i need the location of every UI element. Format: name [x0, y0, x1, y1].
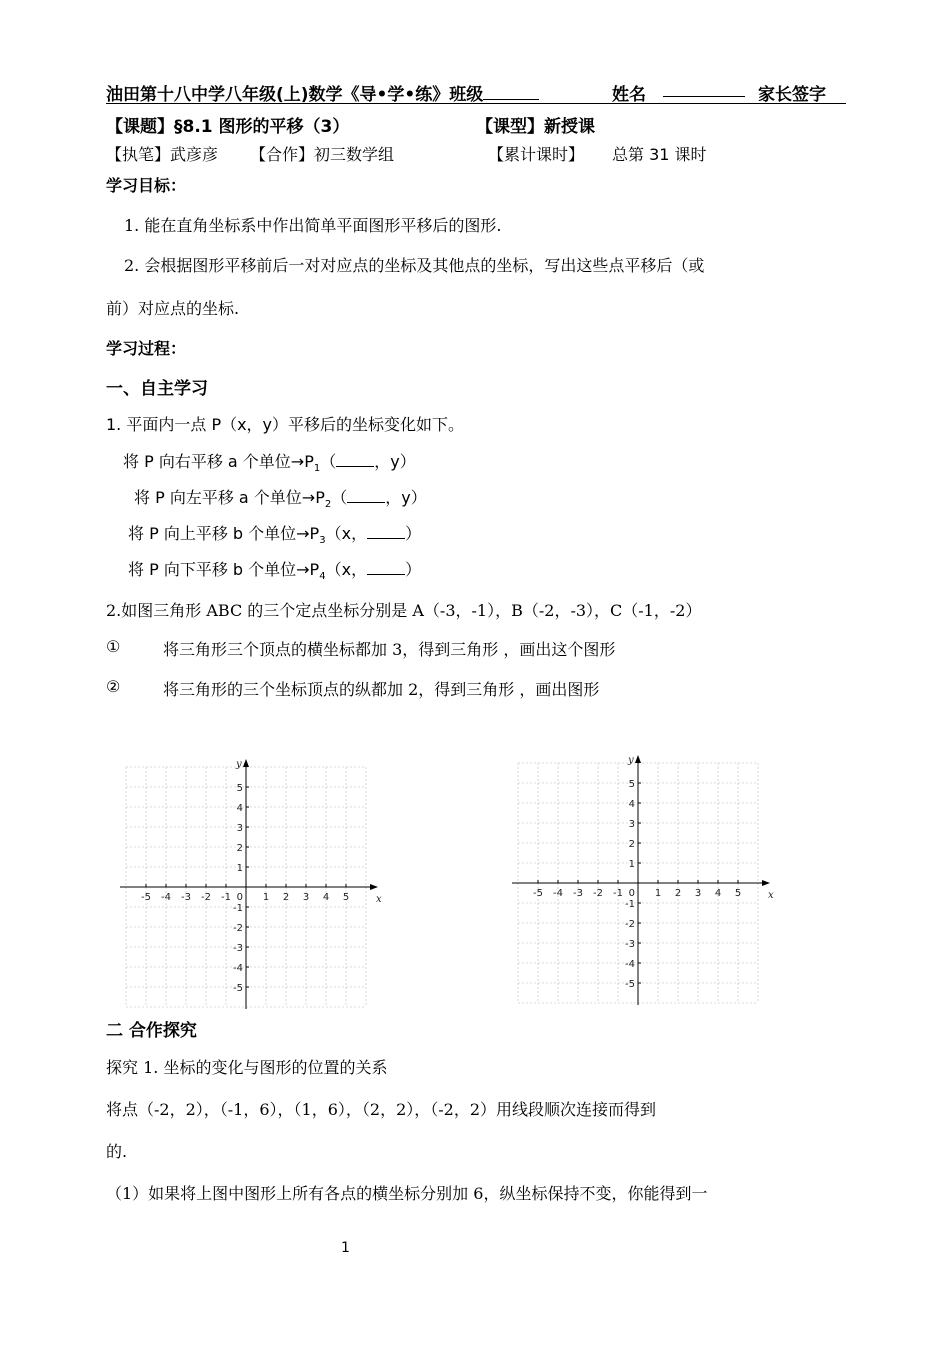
origin-label: 0 [236, 892, 243, 903]
hours-value: 总第 31 课时 [612, 145, 707, 164]
author: 【执笔】武彦彦 [106, 145, 219, 164]
x-tick-label: -3 [181, 892, 191, 903]
y-tick-label: 3 [236, 823, 243, 834]
y-tick-label: 2 [628, 839, 635, 850]
rule-right: 将 P 向右平移 a 个单位$\to P_1$（ ，y） [123, 452, 416, 475]
coordinate-grid-left[interactable] [118, 754, 390, 1016]
y-tick-label: 5 [628, 779, 635, 790]
y-tick-label: -4 [625, 959, 635, 970]
goals-title: 学习目标： [106, 176, 187, 195]
y-tick-label: -3 [233, 943, 243, 954]
y-axis-label: y [628, 755, 634, 766]
x-tick-label: -3 [573, 888, 583, 899]
blank-p3-y[interactable] [367, 524, 405, 539]
y-tick-label: 4 [236, 803, 243, 814]
y-tick-label: 1 [628, 859, 635, 870]
x-tick-label: -2 [593, 888, 603, 899]
explore-1: 探究 1. 坐标的变化与图形的位置的关系 [106, 1058, 388, 1077]
y-tick-label: 1 [236, 863, 243, 874]
lesson-type: 【课型】新授课 [476, 117, 595, 137]
y-tick-label: 4 [628, 799, 635, 810]
x-tick-label: 3 [694, 888, 702, 899]
rule-up: 将 P 向上平移 b 个单位$\to P_3(x$， ） [128, 524, 422, 547]
x-tick-label: -1 [221, 892, 231, 903]
y-tick-label: 5 [236, 783, 243, 794]
rule-down: 将 P 向下平移 b 个单位$\to P_4(x$， ） [128, 560, 422, 583]
y-tick-label: -2 [625, 919, 635, 930]
hours-label: 【累计课时】 [488, 145, 585, 164]
x-tick-label: 1 [262, 892, 270, 903]
step-1-text: 将三角形三个顶点的横坐标都加 3，得到三角形 ，画出这个图形 [163, 640, 616, 659]
x-tick-label: 2 [674, 888, 682, 899]
y-tick-label: -4 [233, 963, 243, 974]
question-1: 1. 平面内一点 P（x，y）平移后的坐标变化如下。 [106, 415, 465, 434]
x-tick-label: -4 [553, 888, 563, 899]
coordinate-grid-right[interactable] [510, 750, 782, 1012]
goal-item-2b: 前）对应点的坐标. [106, 299, 240, 318]
y-tick-label: -1 [625, 899, 635, 910]
x-tick-label: -2 [201, 892, 211, 903]
process-title: 学习过程： [106, 339, 187, 358]
section2-title: 二 合作探究 [106, 1021, 197, 1041]
name-blank[interactable] [663, 96, 745, 97]
x-tick-label: -4 [161, 892, 171, 903]
paragraph-1b: 的. [106, 1142, 128, 1161]
x-tick-label: 1 [654, 888, 662, 899]
origin-label: 0 [628, 888, 635, 899]
y-tick-label: 3 [628, 819, 635, 830]
x-tick-label: -5 [141, 892, 151, 903]
x-axis-label: x [376, 894, 382, 905]
x-tick-label: 2 [282, 892, 290, 903]
blank-p2-x[interactable] [347, 488, 385, 503]
rule-left: 将 P 向左平移 a 个单位$\to P_2$（ ，y） [134, 488, 427, 511]
y-tick-label: -1 [233, 903, 243, 914]
x-tick-label: 4 [714, 888, 722, 899]
section1-title: 一、自主学习 [106, 379, 208, 399]
x-tick-label: 4 [322, 892, 330, 903]
step-2-text: 将三角形的三个坐标顶点的纵都加 2，得到三角形 ，画出图形 [163, 680, 600, 699]
x-axis-label: x [768, 890, 774, 901]
y-tick-label: -3 [625, 939, 635, 950]
y-tick-label: -2 [233, 923, 243, 934]
header-name-label: 姓名 [612, 85, 646, 105]
cooperate: 【合作】初三数学组 [250, 145, 395, 164]
step-1-mark: ① [106, 637, 121, 656]
x-tick-label: 3 [302, 892, 310, 903]
question-2: 2.如图三角形 ABC 的三个定点坐标分别是 A（-3，-1），B（-2，-3），C（-1，-2） [106, 601, 702, 620]
topic: 【课题】§8.1 图形的平移（3） [106, 117, 350, 137]
y-axis-label: y [236, 759, 242, 770]
y-tick-label: 2 [236, 843, 243, 854]
blank-p4-y[interactable] [367, 560, 405, 575]
y-tick-label: -5 [233, 983, 243, 994]
paragraph-1a: 将点（-2，2），（-1，6），（1，6），（2，2），（-2，2）用线段顺次连接而得到 [106, 1100, 657, 1119]
paragraph-2: （1）如果将上图中图形上所有各点的横坐标分别加 6，纵坐标保持不变，你能得到一 [106, 1184, 708, 1203]
x-axis-arrow-icon [370, 884, 378, 890]
y-tick-label: -5 [625, 979, 635, 990]
x-tick-label: -5 [533, 888, 543, 899]
header-school: 油田第十八中学八年级(上)数学《导•学•练》班级 [106, 80, 539, 105]
page-number: 1 [341, 1240, 350, 1256]
goal-item-1: 1. 能在直角坐标系中作出简单平面图形平移后的图形. [124, 216, 502, 235]
goal-item-2a: 2. 会根据图形平移前后一对对应点的坐标及其他点的坐标，写出这些点平移后（或 [124, 256, 705, 275]
x-tick-label: 5 [734, 888, 742, 899]
step-2-mark: ② [106, 677, 121, 696]
header-underline [106, 103, 846, 104]
y-axis-arrow-icon [635, 755, 641, 763]
x-tick-label: -1 [613, 888, 623, 899]
blank-p1-x[interactable] [336, 452, 374, 467]
x-tick-label: 5 [342, 892, 350, 903]
header-parent-sign: 家长签字 [758, 85, 826, 105]
y-axis-arrow-icon [243, 759, 249, 767]
x-axis-arrow-icon [762, 880, 770, 886]
